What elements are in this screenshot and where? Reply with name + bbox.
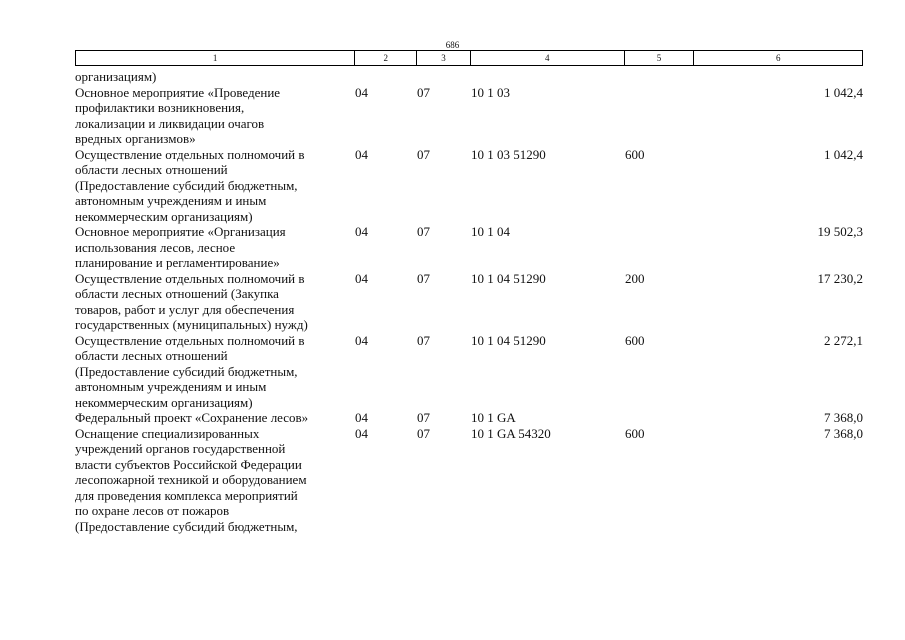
row-vr: 200 xyxy=(625,270,645,286)
table-row xyxy=(75,426,875,535)
row-pr: 07 xyxy=(417,270,430,286)
row-csr: 10 1 04 51290 xyxy=(471,332,546,348)
row-sum: 2 272,1 xyxy=(824,332,863,348)
row-csr: 10 1 03 xyxy=(471,84,510,100)
row-rz: 04 xyxy=(355,410,368,425)
row-vr: 600 xyxy=(625,146,645,162)
row-pr: 07 xyxy=(417,425,430,441)
row-name: Основное мероприятие «Организация использования лесов, лесное планирование и регламентирование» xyxy=(75,224,286,270)
row-csr: 10 1 GA xyxy=(471,410,516,425)
row-rz: 04 xyxy=(355,84,368,100)
row-name: Осуществление отдельных полномочий в области лесных отношений (Закупка товаров, работ и услуг для обеспечения государственных (муниципальных) нужд) xyxy=(75,270,308,332)
row-name: Федеральный проект «Сохранение лесов» xyxy=(75,410,309,425)
row-vr xyxy=(625,85,715,147)
header-col-2: 2 xyxy=(355,51,417,65)
row-rz: 04 xyxy=(355,332,368,348)
row-rz xyxy=(355,69,417,85)
row-name: Осуществление отдельных полномочий в области лесных отношений (Предоставление субсидий бюджетным, автономным учреждениям и иным некоммерческим организациям) xyxy=(75,332,305,410)
table-row xyxy=(75,69,875,85)
row-rz: 04 xyxy=(355,425,368,441)
row-vr: 600 xyxy=(625,332,645,348)
table-header xyxy=(75,50,863,66)
row-sum: 1 042,4 xyxy=(824,146,863,162)
row-rz: 04 xyxy=(355,224,368,239)
header-col-5: 5 xyxy=(625,51,695,65)
row-rz: 04 xyxy=(355,146,368,162)
table-row xyxy=(75,147,875,225)
row-rz: 04 xyxy=(355,270,368,286)
row-sum xyxy=(715,69,863,85)
header-col-6: 6 xyxy=(775,53,781,63)
table-row xyxy=(75,271,875,333)
row-vr xyxy=(625,69,715,85)
row-pr: 07 xyxy=(417,410,430,425)
table-row xyxy=(75,333,875,411)
row-csr xyxy=(471,69,625,85)
row-csr: 10 1 GA 54320 xyxy=(471,425,551,441)
header-col-3: 3 xyxy=(417,51,471,65)
row-sum: 7 368,0 xyxy=(824,410,863,425)
row-name: Основное мероприятие «Проведение профилактики возникновения, локализации и ликвидации очагов вредных организмов» xyxy=(75,84,281,146)
row-csr: 10 1 04 xyxy=(471,224,510,239)
header-col-1: 1 xyxy=(76,51,355,65)
table-body xyxy=(75,69,875,534)
row-vr xyxy=(625,224,715,271)
page-number: 686 xyxy=(445,40,460,50)
row-name: Оснащение специализированных учреждений органов государственной власти субъектов Российской Федерации лесопожарной техникой и оборудованием для проведения комплекса мероприятий по охране лесов от пожаров (Предоставление субсидий бюджетным, xyxy=(75,425,307,534)
row-csr: 10 1 03 51290 xyxy=(471,146,546,162)
row-sum: 1 042,4 xyxy=(824,84,863,100)
row-pr: 07 xyxy=(417,84,430,100)
row-name: организациям) xyxy=(75,69,157,84)
table-row xyxy=(75,85,875,147)
row-pr xyxy=(417,69,471,85)
row-pr: 07 xyxy=(417,146,430,162)
row-pr: 07 xyxy=(417,224,430,239)
header-col-4: 4 xyxy=(471,51,625,65)
row-name: Осуществление отдельных полномочий в области лесных отношений (Предоставление субсидий бюджетным, автономным учреждениям и иным некоммерческим организациям) xyxy=(75,146,305,224)
table-row xyxy=(75,410,875,426)
row-csr: 10 1 04 51290 xyxy=(471,270,546,286)
row-vr: 600 xyxy=(625,425,645,441)
row-vr xyxy=(625,410,715,426)
row-pr: 07 xyxy=(417,332,430,348)
row-sum: 19 502,3 xyxy=(817,224,863,239)
row-sum: 7 368,0 xyxy=(824,425,863,441)
table-row xyxy=(75,224,875,271)
row-sum: 17 230,2 xyxy=(817,270,863,286)
